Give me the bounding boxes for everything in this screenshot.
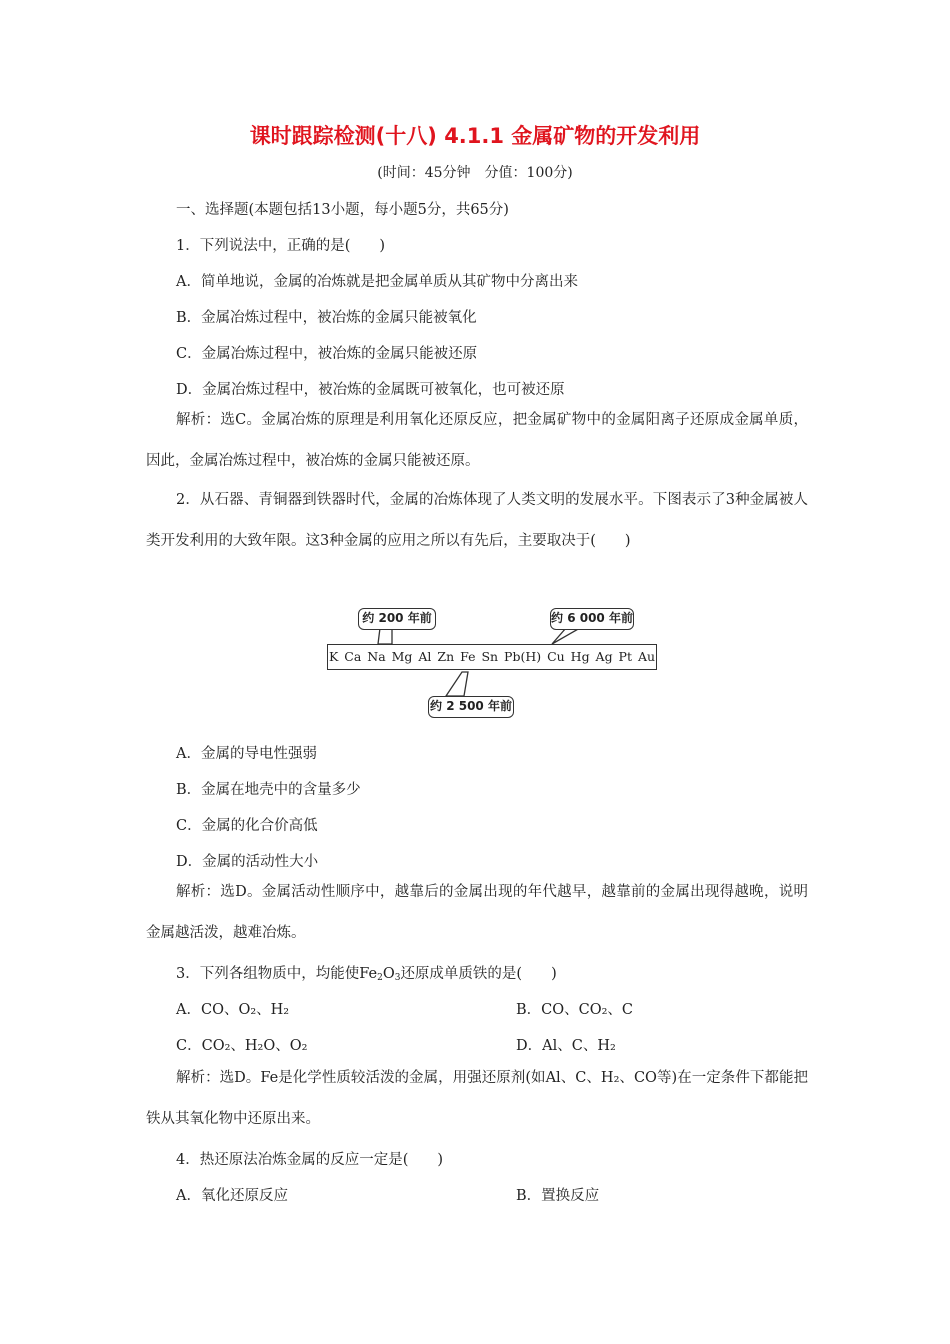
q3-option-b: B．CO、CO₂、C xyxy=(516,1002,634,1018)
q1-stem: 1．下列说法中，正确的是( ) xyxy=(176,238,386,254)
q1-option-d: D．金属冶炼过程中，被冶炼的金属既可被氧化，也可被还原 xyxy=(176,382,565,398)
q3-stem-sub2: 3 xyxy=(394,973,401,983)
activity-series: K Ca Na Mg Al Zn Fe Sn Pb(H) Cu Hg Ag Pt Au xyxy=(328,649,656,664)
q1-option-a: A．简单地说，金属的冶炼就是把金属单质从其矿物中分离出来 xyxy=(176,274,578,290)
q3-option-d: D．Al、C、H₂ xyxy=(516,1038,616,1054)
callout-6000-years: 约 6 000 年前 xyxy=(550,608,634,630)
q3-stem-post: 还原成单质铁的是( ) xyxy=(400,966,557,982)
q3-option-c: C．CO₂、H₂O、O₂ xyxy=(176,1038,308,1054)
activity-series-box xyxy=(327,644,657,670)
q3-stem-sub1: 2 xyxy=(377,973,383,983)
q4-option-b: B．置换反应 xyxy=(516,1188,600,1204)
q2-option-d: D．金属的活动性大小 xyxy=(176,854,319,870)
q1-option-c: C．金属冶炼过程中，被冶炼的金属只能被还原 xyxy=(176,346,478,362)
q3-analysis: 解析：选D。Fe是化学性质较活泼的金属，用强还原剂(如Al、C、H₂、CO等)在一定条件下都能把铁从其氧化物中还原出来。 xyxy=(146,1070,808,1127)
callout-200-years: 约 200 年前 xyxy=(358,608,436,630)
page-subtitle: (时间：45分钟 分值：100分) xyxy=(377,165,573,181)
q3-stem-pre: 3．下列各组物质中，均能使Fe xyxy=(176,966,378,982)
q4-stem: 4．热还原法冶炼金属的反应一定是( ) xyxy=(176,1152,444,1168)
q2-stem: 2．从石器、青铜器到铁器时代，金属的冶炼体现了人类文明的发展水平。下图表示了3种金属被人类开发利用的大致年限。这3种金属的应用之所以有先后，主要取决于( ) xyxy=(146,492,808,549)
q2-option-c: C．金属的化合价高低 xyxy=(176,818,318,834)
bottom-pointer xyxy=(446,672,468,696)
page-title: 课时跟踪检测(十八) 4.1.1 金属矿物的开发利用 xyxy=(249,124,701,148)
q3-option-a: A．CO、O₂、H₂ xyxy=(176,1002,290,1018)
left-pointer xyxy=(378,628,392,644)
q1-option-b: B．金属冶炼过程中，被冶炼的金属只能被氧化 xyxy=(176,310,477,326)
q3-stem xyxy=(176,962,557,983)
callout-2500-years: 约 2 500 年前 xyxy=(428,696,514,718)
q1-analysis: 解析：选C。金属冶炼的原理是利用氧化还原反应，把金属矿物中的金属阳离子还原成金属单质，因此，金属冶炼过程中，被冶炼的金属只能被还原。 xyxy=(146,412,808,469)
q3-stem-mid: O xyxy=(382,966,395,982)
section-heading: 一、选择题(本题包括13小题，每小题5分，共65分) xyxy=(176,202,509,218)
q4-option-a: A．氧化还原反应 xyxy=(176,1188,288,1204)
q2-option-a: A．金属的导电性强弱 xyxy=(176,746,317,762)
q2-analysis: 解析：选D。金属活动性顺序中，越靠后的金属出现的年代越早，越靠前的金属出现得越晚，说明金属越活泼，越难冶炼。 xyxy=(146,884,808,941)
right-pointer xyxy=(552,628,580,644)
q2-option-b: B．金属在地壳中的含量多少 xyxy=(176,782,361,798)
